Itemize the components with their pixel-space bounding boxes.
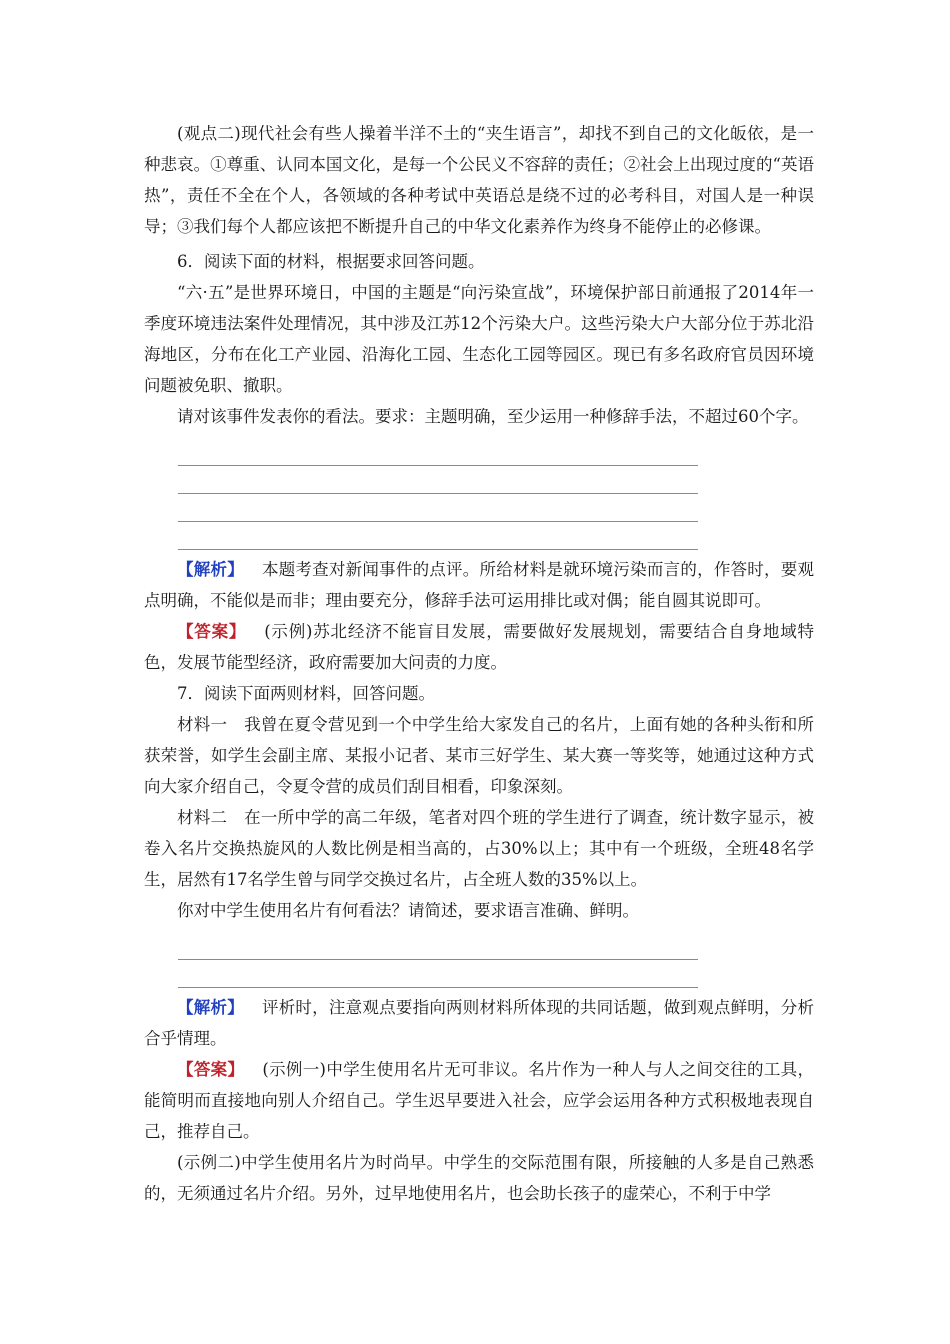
question-7-material-two: 材料二 在一所中学的高二年级，笔者对四个班的学生进行了调查，统计数字显示，被卷入名片交换热旋风的人数比例是相当高的，占30%以上；其中有一个班级，全班48名学生，居然有17名学生曾与同学交换过名片，占全班人数的35%以上。 xyxy=(144,808,814,889)
question-7-question: 你对中学生使用名片有何看法？请简述，要求语言准确、鲜明。 xyxy=(177,901,639,920)
answer-text: (示例)苏北经济不能盲目发展，需要做好发展规划，需要结合自身地域特色，发展节能型经济，政府需要加大问责的力度。 xyxy=(144,622,815,672)
question-7-answer-one xyxy=(144,1054,814,1147)
question-6-requirement: 请对该事件发表你的看法。要求：主题明确，至少运用一种修辞手法，不超过60个字。 xyxy=(177,407,809,426)
analysis-text: 评析时，注意观点要指向两则材料所体现的共同话题，做到观点鲜明，分析合乎情理。 xyxy=(144,998,815,1048)
answer-text: (示例一)中学生使用名片无可非议。名片作为一种人与人之间交往的工具，能简明而直接地向别人介绍自己。学生迟早要进入社会，应学会运用各种方式积极地表现自己，推荐自己。 xyxy=(144,1060,815,1141)
answer-tag: 【答案】 xyxy=(177,1060,245,1079)
analysis-tag: 【解析】 xyxy=(177,998,244,1017)
answer-line xyxy=(178,494,698,522)
analysis-tag: 【解析】 xyxy=(177,560,244,579)
answer-line xyxy=(178,466,698,494)
question-6-title: 6．阅读下面的材料，根据要求回答问题。 xyxy=(177,252,485,271)
question-7-title: 7．阅读下面两则材料，回答问题。 xyxy=(177,684,435,703)
answer-line xyxy=(178,438,698,466)
answer-line xyxy=(178,932,698,960)
analysis-text: 本题考查对新闻事件的点评。所给材料是就环境污染而言的，作答时，要观点明确，不能似是而非；理由要充分，修辞手法可运用排比或对偶；能自圆其说即可。 xyxy=(144,560,815,610)
question-6-analysis xyxy=(144,554,814,616)
question-6-material: “六·五”是世界环境日，中国的主题是“向污染宣战”，环境保护部日前通报了2014年一季度环境违法案件处理情况，其中涉及江苏12个污染大户。这些污染大户大部分位于苏北沿海地区，分布在化工产业园、沿海化工园、生态化工园等园区。现已有多名政府官员因环境问题被免职、撤职。 xyxy=(144,283,814,395)
answer-line xyxy=(178,522,698,550)
question-6-answer-lines xyxy=(178,432,814,554)
question-7-answer-lines xyxy=(178,926,814,992)
answer-tag: 【答案】 xyxy=(177,622,247,641)
question-6-answer xyxy=(144,616,814,678)
viewpoint-two-paragraph: (观点二)现代社会有些人操着半洋不土的“夹生语言”，却找不到自己的文化皈依，是一种悲哀。①尊重、认同本国文化，是每一个公民义不容辞的责任；②社会上出现过度的“英语热”，责任不全在个人，各领域的各种考试中英语总是绕不过的必考科目，对国人是一种误导；③我们每个人都应该把不断提升自己的中华文化素养作为终身不能停止的必修课。 xyxy=(144,124,814,236)
question-7-material-one: 材料一 我曾在夏令营见到一个中学生给大家发自己的名片，上面有她的各种头衔和所获荣誉，如学生会副主席、某报小记者、某市三好学生、某大赛一等奖等，她通过这种方式向大家介绍自己，令夏令营的成员们刮目相看，印象深刻。 xyxy=(144,715,814,796)
answer-line xyxy=(178,960,698,988)
question-7-answer-two: (示例二)中学生使用名片为时尚早。中学生的交际范围有限，所接触的人多是自己熟悉的，无须通过名片介绍。另外，过早地使用名片，也会助长孩子的虚荣心，不利于中学 xyxy=(144,1153,814,1203)
question-7-analysis xyxy=(144,992,814,1054)
